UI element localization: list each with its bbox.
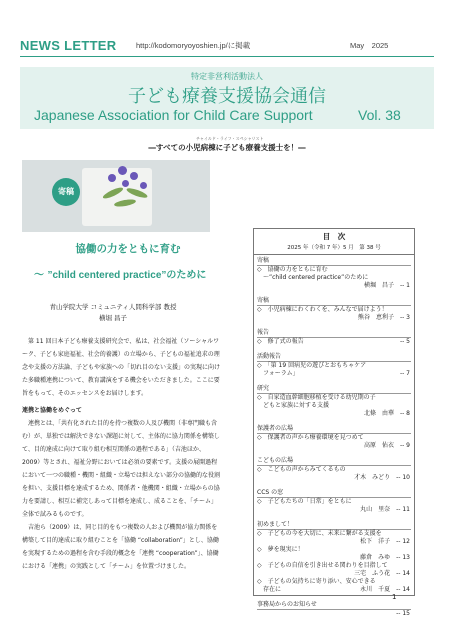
toc-item-text: ◇ 自家造血幹細胞移植を受ける幼児期の子 <box>257 394 376 401</box>
toc-item-ref: -- 15 <box>396 610 410 617</box>
article-paragraph: 吉池ら（2009）は、同じ目的をもつ複数の人および機関が協力関係を構築して目的達成に取り組むことを「協働 “collaboration”」とし、協働を実現するための過程を含む手段的概念を「連携 “cooperation”」、協働における「連携」の実践として「チーム」を位置づけました。 <box>22 524 219 570</box>
article-paragraph: 連携とは、「共有化された目的を持つ複数の人及び機関（非専門職も含む）が、単独では解決できない課題に対して、主体的に協力関係を構築して、目的達成に向けて取り組む相互関係の過程である」（吉池ほか、2009）等とされ、福祉分野においては必須の要素です。支援の展開過程において一つの職種・機関・組織・立場では担えない部分の協働的な役割を担い、支援目標を達成するため、関係者・他機関・組織・立場からの協力を要請し、相互に補完しあって目標を達成し、成ることを、「チーム」全体で試みるものです。 <box>22 420 221 518</box>
toc-item-text: ◇ 子どもの気持ちに寄り添い、安心できる <box>257 578 376 585</box>
toc-divider <box>254 254 414 255</box>
toc-item[interactable] <box>257 466 414 474</box>
toc-item[interactable] <box>257 474 414 482</box>
toc-item-ref: 丸山 里奈 -- 11 <box>360 506 410 513</box>
website-url[interactable]: http://kodomoryoyoshien.jp/に掲載 <box>136 41 251 50</box>
toc-gap <box>254 450 414 455</box>
toc-gap <box>254 618 414 623</box>
toc-section-heading: 活動報告 <box>257 353 282 360</box>
toc-item[interactable] <box>257 282 414 290</box>
toc-item-ref: 北條 由華 -- 8 <box>363 410 410 417</box>
toc-gap <box>254 594 414 599</box>
toc-item[interactable] <box>257 266 414 274</box>
masthead <box>20 67 434 129</box>
section-heading: 連携と協働をめぐって <box>22 407 82 414</box>
toc-item-ref: -- 5 <box>399 338 410 345</box>
toc-item[interactable] <box>257 538 414 546</box>
toc-gap <box>254 418 414 423</box>
toc-gap <box>254 322 414 327</box>
toc-item[interactable] <box>257 586 414 594</box>
author-affiliation: 青山学院大学 コミュニティ人間科学部 教授 <box>49 303 177 311</box>
toc-item-text: ◇ 「第 19 回病児の遊びとおもちゃケア <box>257 362 367 369</box>
toc-section-heading: 保護者の広場 <box>257 425 294 432</box>
org-type: 特定非営利活動法人 <box>191 72 263 81</box>
toc-item[interactable] <box>257 554 414 562</box>
toc-item[interactable] <box>257 546 414 554</box>
toc-list <box>254 257 414 623</box>
table-of-contents <box>253 228 415 617</box>
tagline: ―すべての小児病棟に子ども療養支援士を！― <box>148 143 306 152</box>
subtitle-suffix: のために <box>166 270 207 281</box>
toc-item-text: ◇ 協働の力をともに育む <box>257 266 328 273</box>
toc-item-ref: 永川 千夏 -- 14 <box>360 586 410 593</box>
toc-section-heading: 報告 <box>257 329 270 336</box>
toc-item[interactable] <box>257 530 414 538</box>
subtitle-en: ”child centered practice” <box>47 270 167 281</box>
toc-item[interactable] <box>257 578 414 586</box>
flower-shape <box>122 180 129 187</box>
author-name: 横堀 昌子 <box>98 314 128 322</box>
toc-section-heading: 初めまして！ <box>257 521 294 528</box>
toc-item[interactable] <box>257 610 414 618</box>
toc-item[interactable] <box>257 274 414 282</box>
subtitle-prefix: ～ <box>34 270 48 281</box>
header-divider <box>20 56 434 57</box>
toc-item[interactable] <box>257 498 414 506</box>
toc-item-ref: 熊谷 恵利子 -- 3 <box>357 314 410 321</box>
toc-section-heading: こどもの広場 <box>257 457 294 464</box>
toc-section-heading: 研究 <box>257 385 270 392</box>
toc-gap <box>254 378 414 383</box>
masthead-title-en: Japanese Association for Child Care Support <box>34 107 313 123</box>
toc-item-text: 存在に <box>257 586 282 593</box>
page-number: 1 <box>392 593 397 601</box>
newsletter-label: NEWS LETTER <box>20 38 117 53</box>
article-body <box>22 335 220 573</box>
toc-item[interactable] <box>257 394 414 402</box>
toc-item-text: ◇ 子どもの今を大切に、未来に繋がる支援を <box>257 530 382 537</box>
toc-item-ref: 藤倉 みゆ -- 13 <box>360 554 410 561</box>
toc-item[interactable] <box>257 362 414 370</box>
toc-section-heading: CCS の窓 <box>257 489 284 496</box>
toc-section-heading: 寄稿 <box>257 257 270 264</box>
flower-photo <box>22 160 210 232</box>
header <box>20 38 434 52</box>
volume-number: Vol. 38 <box>358 107 401 123</box>
toc-item-ref: 松下 洋子 -- 12 <box>360 538 410 545</box>
article-title: 協働の力をともに育む <box>75 243 181 255</box>
tagline-ruby: チャイルド・ライフ・スペシャリスト <box>196 136 264 141</box>
toc-item-ref: -- 7 <box>399 370 410 377</box>
toc-item[interactable] <box>257 314 414 322</box>
article-paragraph: 第 11 回日本子ども療養支援研究会で、私は、社会福祉（ソーシャルワーク、子ども家庭福祉、社会的養護）の立場から、子どもの福祉追求の理念や支援の方法論、子どもや家族への「切れ目のない支援」の実現に向けた多職種連携について、教育講演をする機会をいただきました。ここに要旨をもって、そのエッセンスをお届けします。 <box>22 338 221 397</box>
toc-item-ref: 高原 佑衣 -- 9 <box>363 442 410 449</box>
toc-item[interactable] <box>257 370 414 378</box>
toc-heading: 目 次 <box>322 232 346 241</box>
toc-item[interactable] <box>257 338 414 346</box>
toc-item[interactable] <box>257 506 414 514</box>
toc-item[interactable] <box>257 434 414 442</box>
flower-shape <box>140 182 147 189</box>
toc-item[interactable] <box>257 570 414 578</box>
toc-item-text: ◇ 小児病棟にわくわくを、みんなで届けよう！ <box>257 306 388 313</box>
toc-gap <box>254 290 414 295</box>
flower-shape <box>118 166 127 175</box>
toc-gap <box>254 482 414 487</box>
toc-item-text: ◇ 子どもの自信を引き出せる関わりを目指して <box>257 562 388 569</box>
toc-item-ref: 才木 みどり -- 10 <box>354 474 410 481</box>
toc-section-heading: 事務局からのお知らせ <box>257 601 317 608</box>
issue-date: May 2025 <box>350 41 389 50</box>
toc-item[interactable] <box>257 442 414 450</box>
toc-item[interactable] <box>257 562 414 570</box>
toc-item-ref: 横堀 昌子 -- 1 <box>363 282 410 289</box>
toc-item-text: ◇ 修了式の報告 <box>257 338 304 345</box>
toc-date: 2025 年（令和 7 年）5 月 第 38 号 <box>287 245 381 251</box>
flower-shape <box>130 172 138 180</box>
contribution-badge: 寄稿 <box>52 178 80 206</box>
toc-item-text: フォーラム」 <box>257 370 299 377</box>
toc-item-text: ～”child centered practice”のために <box>257 274 369 281</box>
toc-item-text: ◇ 保護者の声から療養環境を見つめて <box>257 434 364 441</box>
toc-item-text: どもと家族に対する支援 <box>257 402 330 409</box>
toc-item-text: ◇ 夢を現実に！ <box>257 546 304 553</box>
toc-item-text: ◇ こどもの声からみてくるもの <box>257 466 346 473</box>
toc-section-heading: 寄稿 <box>257 297 270 304</box>
masthead-title-jp: 子ども療養支援協会通信 <box>128 86 326 107</box>
toc-gap <box>254 514 414 519</box>
toc-item[interactable] <box>257 410 414 418</box>
toc-item[interactable] <box>257 402 414 410</box>
toc-item-ref: 三宅 ふう花 -- 14 <box>354 570 410 577</box>
toc-gap <box>254 346 414 351</box>
toc-item[interactable] <box>257 306 414 314</box>
flower-shape <box>108 174 116 182</box>
article-subtitle <box>34 266 206 281</box>
toc-item-text: ◇ 子どもたちの「日常」をともに <box>257 498 352 505</box>
